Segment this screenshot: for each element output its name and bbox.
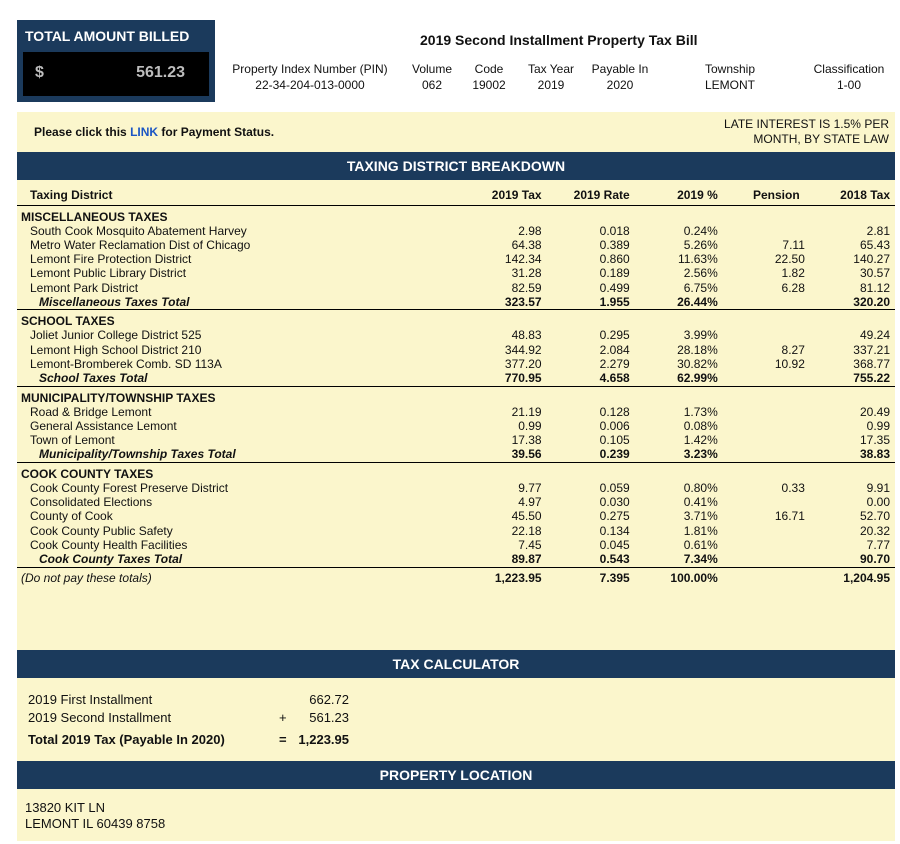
col-taxing-district: Taxing District (17, 180, 431, 205)
cell-tax-2018: 49.24 (859, 328, 890, 343)
cell-district: School Taxes Total (17, 371, 431, 386)
cell-district: Cook County Taxes Total (17, 552, 431, 567)
total-amount-value: 561.23 (136, 64, 185, 81)
volume-column (408, 61, 456, 93)
cell-pension (718, 524, 805, 538)
tax-year-column (522, 61, 580, 93)
payment-status-link[interactable]: LINK (130, 125, 159, 139)
payable-in-label: Payable In (591, 62, 649, 76)
cell-rate-2019: 4.658 (542, 371, 630, 386)
cell-tax-2018: 320.20 (805, 295, 895, 310)
cell-tax-2019: 17.38 (511, 433, 542, 448)
table-row (17, 266, 895, 280)
cell-pension (718, 538, 805, 552)
col-2019-tax: 2019 Tax (431, 180, 541, 205)
cell-district: Municipality/Township Taxes Total (17, 447, 431, 462)
group-header-row (17, 310, 895, 329)
cell-district: County of Cook (30, 509, 113, 524)
cell-rate-2019: 1.955 (542, 295, 630, 310)
group-header-row (17, 386, 895, 405)
cell-percent-2019: 1.42% (683, 433, 718, 448)
cell-percent-2019: 3.23% (630, 447, 718, 462)
cell-tax-2019: 45.50 (511, 509, 542, 524)
table-row (17, 538, 895, 552)
pin-label: Property Index Number (PIN) (232, 62, 388, 76)
tax-year-value: 2019 (537, 78, 565, 92)
table-header-row (17, 180, 895, 205)
cell-district: Miscellaneous Taxes Total (17, 295, 431, 310)
cell-district: Lemont Fire Protection District (30, 252, 192, 267)
cell-tax-2018: 17.35 (859, 433, 890, 448)
group-header-row (17, 205, 895, 224)
total-amount-billed-box (17, 20, 215, 102)
cell-tax-2019: 48.83 (511, 328, 542, 343)
cell-pension (718, 567, 805, 587)
cell-percent-2019: 100.00% (670, 571, 718, 586)
cell-tax-2018: 30.57 (859, 266, 890, 281)
taxing-district-table (17, 180, 895, 587)
cell-district: (Do not pay these totals) (21, 571, 152, 586)
cell-tax-2019: 0.99 (518, 418, 542, 433)
first-installment-label: 2019 First Installment (28, 692, 153, 707)
col-2018-tax: 2018 Tax (805, 180, 895, 205)
cell-pension (718, 371, 805, 386)
total-tax-value: 1,223.95 (298, 732, 349, 747)
equals-operator: = (279, 732, 287, 747)
cell-tax-2018: 7.77 (866, 537, 890, 552)
address-line1: 13820 KIT LN (25, 800, 105, 815)
group-total-row (17, 295, 895, 310)
cell-rate-2019: 0.134 (599, 523, 630, 538)
payment-status-text (34, 125, 274, 139)
total-amount-display (23, 52, 209, 96)
cell-tax-2018: 9.91 (866, 481, 890, 496)
cell-rate-2019: 0.006 (599, 418, 630, 433)
table-row (17, 357, 895, 371)
currency-symbol: $ (35, 64, 44, 81)
cell-rate-2019: 0.045 (599, 537, 630, 552)
cell-tax-2018: 0.00 (866, 495, 890, 510)
group-name: MISCELLANEOUS TAXES (21, 209, 168, 224)
table-row (17, 252, 895, 266)
cell-tax-2019: 9.77 (518, 481, 542, 496)
group-total-row (17, 371, 895, 386)
taxing-district-breakdown (17, 180, 895, 650)
table-row (17, 419, 895, 433)
cell-pension: 8.27 (781, 342, 805, 357)
cell-rate-2019: 0.389 (599, 237, 630, 252)
cell-percent-2019: 62.99% (630, 371, 718, 386)
group-name: MUNICIPALITY/TOWNSHIP TAXES (21, 390, 216, 405)
code-value: 19002 (472, 78, 506, 92)
total-amount-billed-label: TOTAL AMOUNT BILLED (25, 28, 190, 44)
pin-column (230, 61, 390, 93)
cell-tax-2019: 39.56 (431, 447, 541, 462)
group-name: SCHOOL TAXES (21, 314, 115, 329)
payable-in-column (587, 61, 653, 93)
first-installment-value: 662.72 (309, 692, 349, 707)
township-column (695, 61, 765, 93)
cell-district: Cook County Forest Preserve District (30, 481, 229, 496)
cell-tax-2018: 20.49 (859, 404, 890, 419)
cell-pension (718, 295, 805, 310)
cell-pension (718, 433, 805, 447)
cell-district: Lemont Park District (30, 280, 139, 295)
cell-percent-2019: 0.08% (683, 418, 718, 433)
cell-percent-2019: 2.56% (683, 266, 718, 281)
cell-tax-2019: 2.98 (518, 223, 542, 238)
group-name: COOK COUNTY TAXES (21, 466, 154, 481)
cell-tax-2019: 89.87 (431, 552, 541, 567)
cell-tax-2019: 4.97 (518, 495, 542, 510)
township-value: LEMONT (704, 78, 755, 92)
cell-tax-2019: 82.59 (511, 280, 542, 295)
cell-district: Cook County Health Facilities (30, 537, 188, 552)
cell-pension: 10.92 (774, 356, 805, 371)
cell-rate-2019: 0.275 (599, 509, 630, 524)
volume-value: 062 (421, 78, 443, 92)
table-row (17, 343, 895, 357)
cell-rate-2019: 2.279 (599, 356, 630, 371)
cell-percent-2019: 1.73% (683, 404, 718, 419)
cell-district: South Cook Mosquito Abatement Harvey (30, 223, 247, 238)
cell-tax-2018: 2.81 (866, 223, 890, 238)
cell-percent-2019: 5.26% (683, 237, 718, 252)
table-row (17, 405, 895, 419)
cell-rate-2019: 0.499 (599, 280, 630, 295)
cell-tax-2018: 20.32 (859, 523, 890, 538)
plus-operator: + (279, 710, 287, 725)
col-pension: Pension (718, 180, 805, 205)
cell-rate-2019: 0.189 (599, 266, 630, 281)
second-installment-label: 2019 Second Installment (28, 710, 172, 725)
cell-percent-2019: 26.44% (630, 295, 718, 310)
cell-pension (718, 552, 805, 567)
total-tax-label: Total 2019 Tax (Payable In 2020) (28, 732, 225, 747)
cell-tax-2019: 377.20 (504, 356, 542, 371)
cell-rate-2019: 0.543 (542, 552, 630, 567)
cell-district: Road & Bridge Lemont (30, 404, 152, 419)
cell-percent-2019: 28.18% (677, 342, 718, 357)
cell-tax-2018: 65.43 (859, 237, 890, 252)
table-row (17, 509, 895, 523)
cell-tax-2018: 337.21 (853, 342, 890, 357)
classification-label: Classification (813, 62, 885, 76)
bill-title: 2019 Second Installment Property Tax Bill (420, 32, 698, 48)
cell-district: Metro Water Reclamation Dist of Chicago (30, 237, 251, 252)
cell-tax-2019: 1,223.95 (494, 571, 542, 586)
code-column (467, 61, 511, 93)
cell-pension (718, 495, 805, 509)
cell-tax-2018: 140.27 (853, 252, 890, 267)
payment-status-prefix: Please click this (34, 125, 131, 139)
cell-tax-2018: 81.12 (859, 280, 890, 295)
table-row (17, 481, 895, 495)
cell-rate-2019: 0.128 (599, 404, 630, 419)
address-line2: LEMONT IL 60439 8758 (25, 816, 166, 831)
cell-percent-2019: 11.63% (677, 252, 718, 267)
cell-percent-2019: 0.41% (683, 495, 718, 510)
code-label: Code (474, 62, 504, 76)
cell-pension (718, 419, 805, 433)
tax-year-label: Tax Year (527, 62, 575, 76)
cell-tax-2019: 21.19 (511, 404, 542, 419)
cell-district: Joliet Junior College District 525 (30, 328, 202, 343)
cell-tax-2019: 770.95 (431, 371, 541, 386)
classification-column (805, 61, 893, 93)
group-total-row (17, 447, 895, 462)
cell-pension: 1.82 (781, 266, 805, 281)
property-location (17, 789, 895, 841)
cell-district: Town of Lemont (30, 433, 115, 448)
payment-status-bar (17, 112, 895, 152)
cell-district: Lemont Public Library District (30, 266, 187, 281)
property-location-header: PROPERTY LOCATION (17, 761, 895, 789)
cell-rate-2019: 0.860 (599, 252, 630, 267)
cell-percent-2019: 0.24% (683, 223, 718, 238)
group-total-row (17, 552, 895, 567)
cell-pension: 0.33 (781, 481, 805, 496)
calculator-header: TAX CALCULATOR (17, 650, 895, 678)
cell-rate-2019: 0.059 (599, 481, 630, 496)
col-2019-rate: 2019 Rate (542, 180, 630, 205)
table-row (17, 524, 895, 538)
cell-tax-2019: 22.18 (511, 523, 542, 538)
cell-tax-2018: 1,204.95 (843, 571, 890, 586)
payment-status-suffix: for Payment Status. (158, 125, 275, 139)
cell-pension (718, 328, 805, 342)
cell-rate-2019: 7.395 (599, 571, 630, 586)
volume-label: Volume (411, 62, 453, 76)
cell-percent-2019: 1.81% (683, 523, 718, 538)
cell-tax-2018: 38.83 (805, 447, 895, 462)
cell-rate-2019: 0.018 (599, 223, 630, 238)
cell-tax-2019: 142.34 (504, 252, 542, 267)
cell-rate-2019: 0.239 (542, 447, 630, 462)
cell-tax-2018: 52.70 (859, 509, 890, 524)
late-interest-line2: MONTH, BY STATE LAW (753, 132, 889, 146)
cell-pension (718, 447, 805, 462)
cell-percent-2019: 6.75% (683, 280, 718, 295)
cell-tax-2019: 7.45 (518, 537, 542, 552)
late-interest-notice (724, 117, 889, 147)
cell-pension: 6.28 (781, 280, 805, 295)
cell-tax-2018: 90.70 (805, 552, 895, 567)
cell-tax-2019: 31.28 (511, 266, 542, 281)
cell-percent-2019: 30.82% (677, 356, 718, 371)
cell-pension: 22.50 (774, 252, 805, 267)
cell-district: Cook County Public Safety (30, 523, 173, 538)
cell-percent-2019: 0.80% (683, 481, 718, 496)
cell-district: Lemont-Bromberek Comb. SD 113A (30, 356, 222, 371)
cell-rate-2019: 0.295 (599, 328, 630, 343)
payable-in-value: 2020 (606, 78, 634, 92)
classification-value: 1-00 (836, 78, 862, 92)
cell-district: General Assistance Lemont (30, 418, 177, 433)
pin-value: 22-34-204-013-0000 (255, 78, 365, 92)
cell-rate-2019: 2.084 (599, 342, 630, 357)
cell-pension: 7.11 (782, 237, 805, 252)
table-row (17, 224, 895, 238)
cell-pension: 16.71 (774, 509, 805, 524)
second-installment-value: 561.23 (309, 710, 349, 725)
cell-tax-2018: 0.99 (866, 418, 890, 433)
table-body (17, 205, 895, 587)
table-row (17, 495, 895, 509)
cell-tax-2019: 344.92 (504, 342, 542, 357)
cell-percent-2019: 3.99% (683, 328, 718, 343)
cell-tax-2018: 368.77 (853, 356, 890, 371)
cell-tax-2019: 323.57 (431, 295, 541, 310)
col-2019-percent: 2019 % (630, 180, 718, 205)
table-row (17, 328, 895, 342)
cell-pension (718, 405, 805, 419)
cell-percent-2019: 3.71% (683, 509, 718, 524)
cell-percent-2019: 0.61% (683, 537, 718, 552)
cell-tax-2018: 755.22 (805, 371, 895, 386)
township-label: Township (704, 62, 756, 76)
cell-pension (718, 224, 805, 238)
tax-calculator (17, 678, 895, 761)
cell-district: Lemont High School District 210 (30, 342, 202, 357)
cell-percent-2019: 7.34% (630, 552, 718, 567)
breakdown-header: TAXING DISTRICT BREAKDOWN (17, 152, 895, 180)
table-row (17, 281, 895, 295)
table-row (17, 238, 895, 252)
late-interest-line1: LATE INTEREST IS 1.5% PER (724, 117, 889, 131)
cell-tax-2019: 64.38 (511, 237, 542, 252)
cell-rate-2019: 0.030 (599, 495, 630, 510)
grand-total-row (17, 567, 895, 587)
table-row (17, 433, 895, 447)
cell-rate-2019: 0.105 (599, 433, 630, 448)
group-header-row (17, 462, 895, 481)
cell-district: Consolidated Elections (30, 495, 153, 510)
